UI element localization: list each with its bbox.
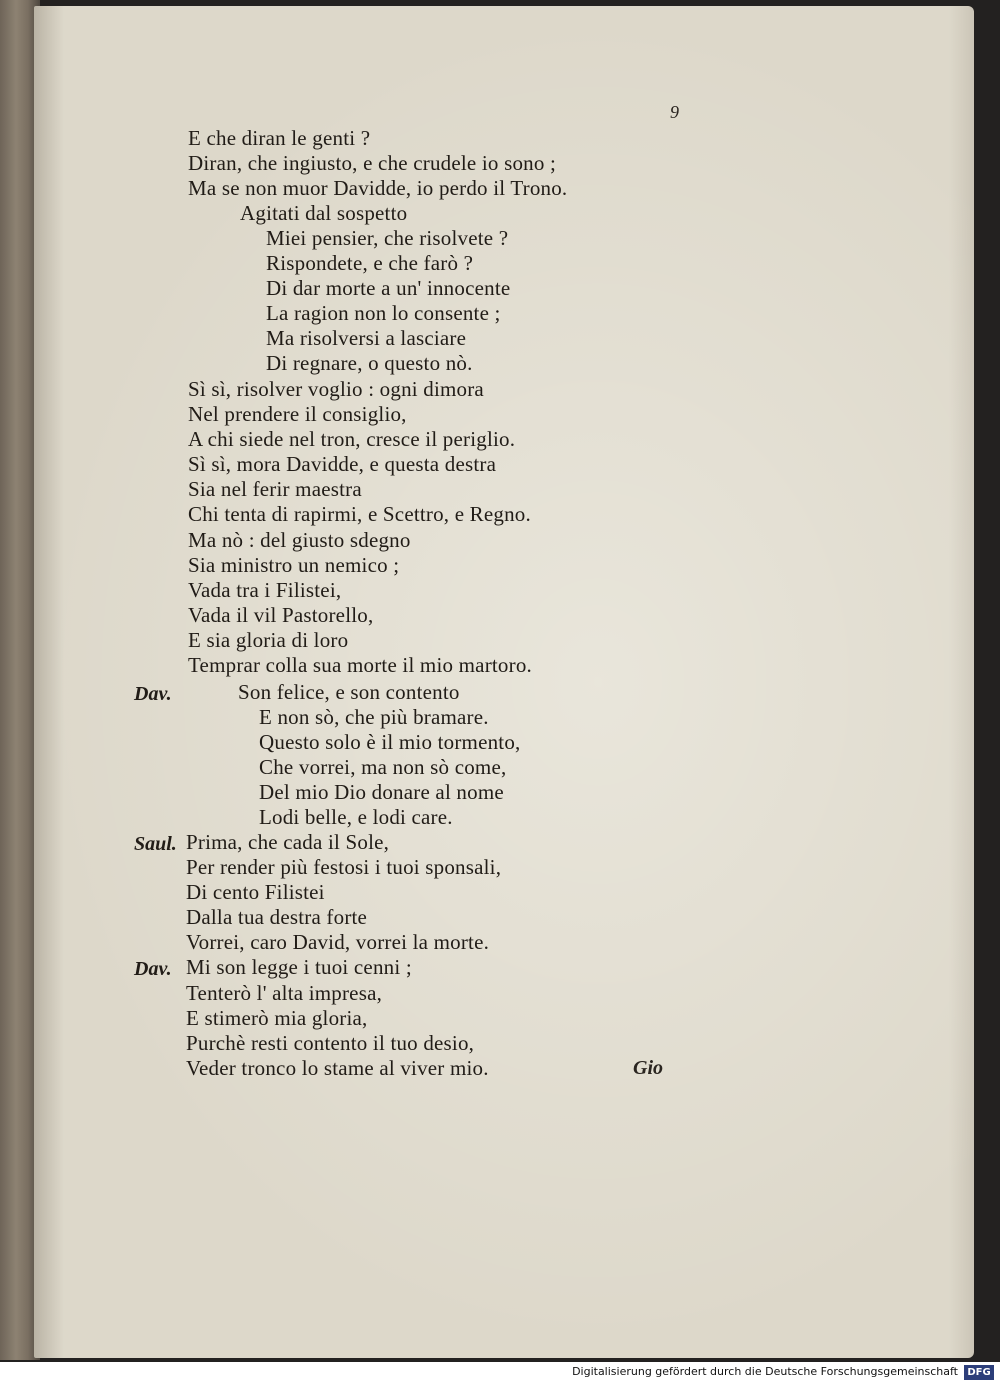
verse-line: Vada tra i Filistei, bbox=[188, 578, 342, 602]
verse-line: Mi son legge i tuoi cenni ; bbox=[186, 955, 412, 979]
verse-line: Chi tenta di rapirmi, e Scettro, e Regno. bbox=[188, 502, 531, 526]
verse-line: Ma nò : del giusto sdegno bbox=[188, 528, 411, 552]
verse-line: E non sò, che più bramare. bbox=[259, 705, 489, 729]
verse-line: E sia gloria di loro bbox=[188, 628, 349, 652]
funding-note: Digitalisierung gefördert durch die Deutsche Forschungsgemeinschaft bbox=[572, 1365, 958, 1378]
verse-line: Vada il vil Pastorello, bbox=[188, 603, 374, 627]
verse-line: Sì sì, risolver voglio : ogni dimora bbox=[188, 377, 484, 401]
verse-line: Di regnare, o questo nò. bbox=[266, 351, 473, 375]
speaker-label-dav: Dav. bbox=[134, 958, 172, 980]
verse-line: Per render più festosi i tuoi sponsali, bbox=[186, 855, 502, 879]
verse-line: A chi siede nel tron, cresce il periglio. bbox=[188, 427, 516, 451]
verse-line: Purchè resti contento il tuo desio, bbox=[186, 1031, 475, 1055]
verse-line: Del mio Dio donare al nome bbox=[259, 780, 504, 804]
verse-line: Nel prendere il consiglio, bbox=[188, 402, 407, 426]
verse-line: E che diran le genti ? bbox=[188, 126, 371, 150]
verse-line: Che vorrei, ma non sò come, bbox=[259, 755, 507, 779]
verse-line: Diran, che ingiusto, e che crudele io sono ; bbox=[188, 151, 557, 175]
verse-line: Sia nel ferir maestra bbox=[188, 477, 362, 501]
verse-line: Di dar morte a un' innocente bbox=[266, 276, 511, 300]
speaker-label-saul: Saul. bbox=[134, 833, 177, 855]
verse-line: E stimerò mia gloria, bbox=[186, 1006, 368, 1030]
verse-line: Questo solo è il mio tormento, bbox=[259, 730, 521, 754]
speaker-label-dav: Dav. bbox=[134, 683, 172, 705]
verse-line: Sia ministro un nemico ; bbox=[188, 553, 400, 577]
verse-line: Miei pensier, che risolvete ? bbox=[266, 226, 509, 250]
catchword: Gio bbox=[633, 1057, 663, 1079]
verse-line: Rispondete, e che farò ? bbox=[266, 251, 474, 275]
verse-line: Ma risolversi a lasciare bbox=[266, 326, 467, 350]
verse-line: Ma se non muor Davidde, io perdo il Trono. bbox=[188, 176, 568, 200]
verse-line: Lodi belle, e lodi care. bbox=[259, 805, 453, 829]
page-number: 9 bbox=[670, 102, 679, 122]
verse-line: Prima, che cada il Sole, bbox=[186, 830, 390, 854]
dfg-logo: DFG bbox=[964, 1365, 994, 1380]
verse-line: Vorrei, caro David, vorrei la morte. bbox=[186, 930, 490, 954]
verse-line: Sì sì, mora Davidde, e questa destra bbox=[188, 452, 497, 476]
verse-line: Agitati dal sospetto bbox=[240, 201, 408, 225]
verse-line: Di cento Filistei bbox=[186, 880, 325, 904]
verse-line: Tenterò l' alta impresa, bbox=[186, 981, 383, 1005]
verse-line: Son felice, e son contento bbox=[238, 680, 460, 704]
footer-bar bbox=[0, 1362, 1000, 1384]
verse-line: Temprar colla sua morte il mio martoro. bbox=[188, 653, 532, 677]
verse-line: Dalla tua destra forte bbox=[186, 905, 368, 929]
verse-line: La ragion non lo consente ; bbox=[266, 301, 501, 325]
verse-line: Veder tronco lo stame al viver mio. bbox=[186, 1056, 489, 1080]
book-page bbox=[34, 6, 974, 1358]
